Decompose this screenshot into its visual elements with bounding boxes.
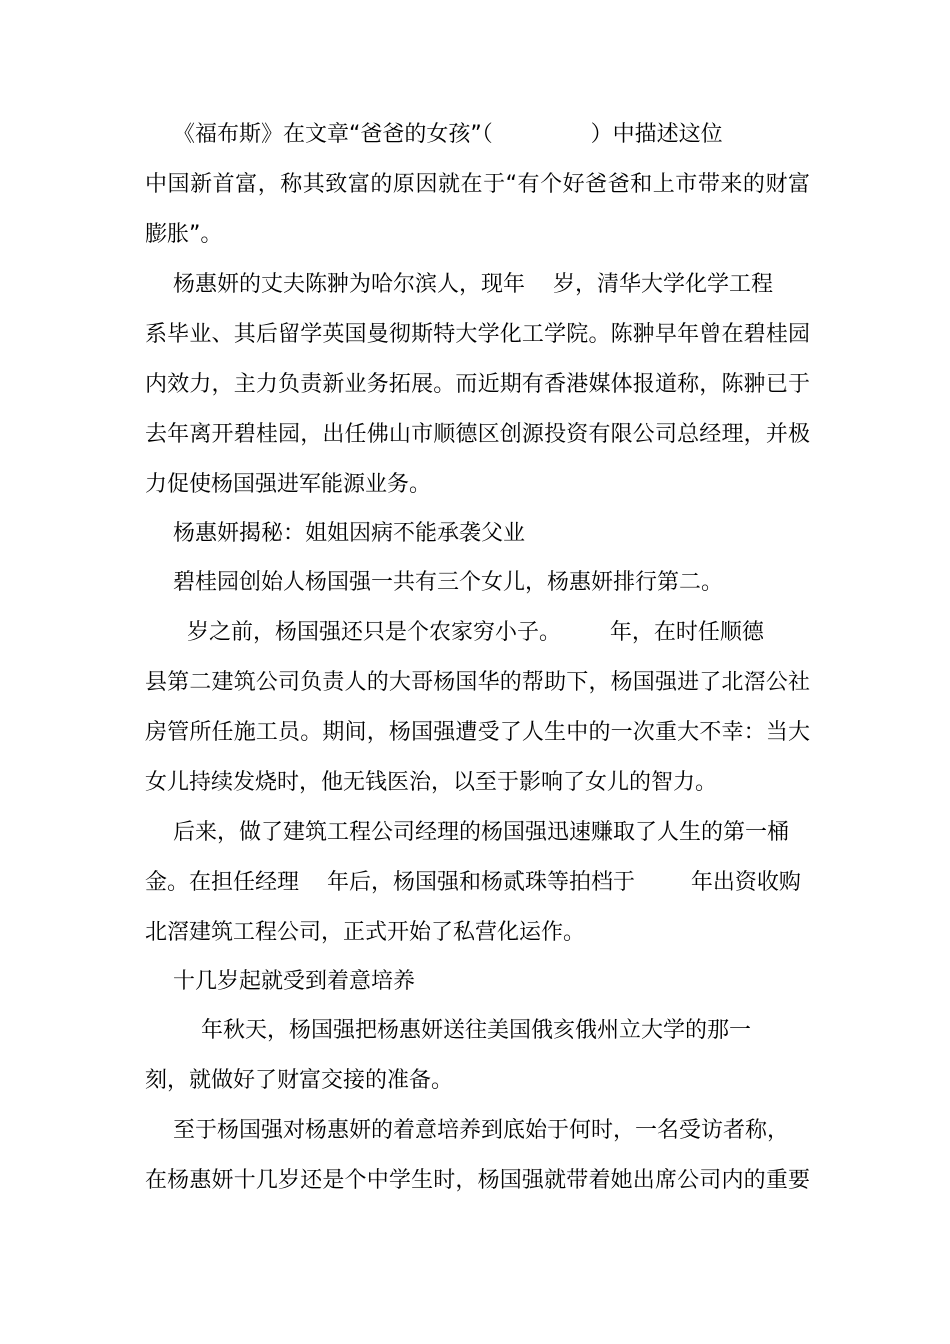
text-line-19: 年秋天，杨国强把杨惠妍送往美国俄亥俄州立大学的那一: [145, 1018, 751, 1043]
text-line-11: 岁之前，杨国强还只是个农家穷小子。 年，在时任顺德: [145, 620, 764, 645]
text-line-12: 县第二建筑公司负责人的大哥杨国华的帮助下，杨国强进了北滘公社: [145, 670, 810, 695]
text-line-5: 系毕业、其后留学英国曼彻斯特大学化工学院。陈翀早年曾在碧桂园: [145, 322, 810, 347]
text-line-13: 房管所任施工员。期间，杨国强遭受了人生中的一次重大不幸：当大: [145, 720, 810, 745]
text-line-8: 力促使杨国强进军能源业务。: [145, 472, 432, 497]
text-line-7: 去年离开碧桂园，出任佛山市顺德区创源投资有限公司总经理，并极: [145, 422, 810, 447]
text-line-2: 中国新首富，称其致富的原因就在于“有个好爸爸和上市带来的财富: [145, 172, 810, 197]
section-heading-1: 杨惠妍揭秘：姐姐因病不能承袭父业: [145, 521, 525, 546]
text-line-6: 内效力，主力负责新业务拓展。而近期有香港媒体报道称，陈翀已于: [145, 372, 810, 397]
section-heading-2: 十几岁起就受到着意培养: [145, 969, 415, 994]
text-line-22: 在杨惠妍十几岁还是个中学生时，杨国强就带着她出席公司内的重要: [145, 1168, 810, 1193]
text-line-14: 女儿持续发烧时，他无钱医治，以至于影响了女儿的智力。: [145, 770, 718, 795]
text-line-1: 《福布斯》在文章“爸爸的女孩”（ ）中描述这位: [145, 122, 723, 147]
text-line-16: 金。在担任经理 年后，杨国强和杨贰珠等拍档于 年出资收购: [145, 870, 801, 895]
text-line-15: 后来，做了建筑工程公司经理的杨国强迅速赚取了人生的第一桶: [145, 820, 789, 845]
text-line-4: 杨惠妍的丈夫陈翀为哈尔滨人，现年 岁，清华大学化学工程: [145, 272, 773, 297]
text-line-21: 至于杨国强对杨惠妍的着意培养到底始于何时，一名受访者称，: [145, 1118, 789, 1143]
text-line-17: 北滘建筑工程公司，正式开始了私营化运作。: [145, 920, 586, 945]
text-line-20: 刻，就做好了财富交接的准备。: [145, 1068, 454, 1093]
text-line-10: 碧桂园创始人杨国强一共有三个女儿，杨惠妍排行第二。: [145, 570, 723, 595]
text-line-3: 膨胀”。: [145, 222, 223, 247]
